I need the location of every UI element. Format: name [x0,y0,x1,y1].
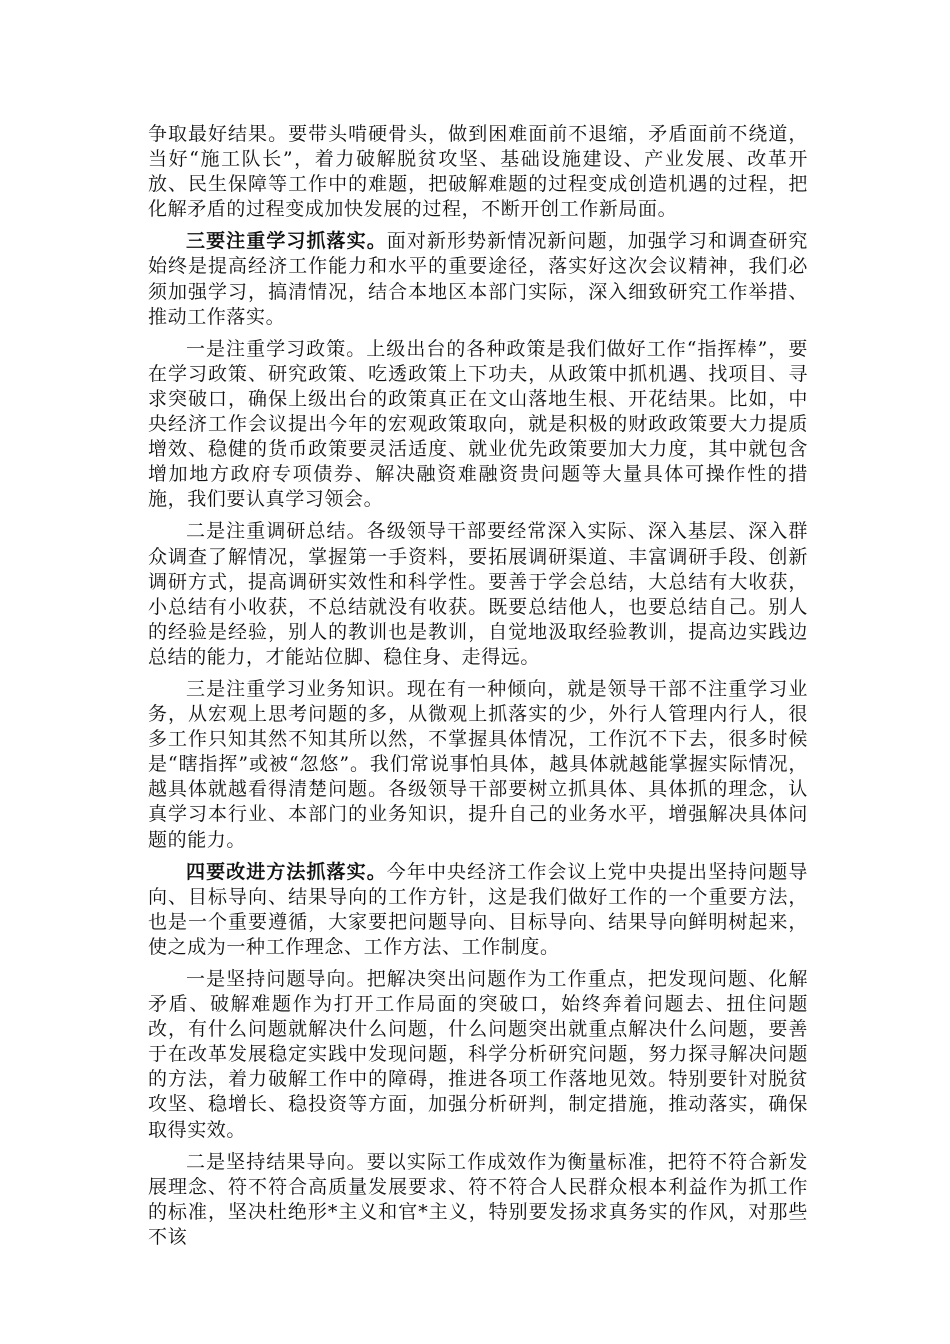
paragraph-text: 一是坚持问题导向。把解决突出问题作为工作重点，把发现问题、化解矛盾、破解难题作为打开工作局面的突破口，始终奔着问题去、扭住问题改，有什么问题就解决什么问题，什么问题突出就重点解决什么问题，要善于在改革发展稳定实践中发现问题，科学分析研究问题，努力探寻解决问题的方法，着力破解工作中的障碍，推进各项工作落地见效。特别要针对脱贫攻坚、稳增长、稳投资等方面，加强分析研判，制定措施，推动落实，确保取得实效。 [148,968,808,1141]
paragraph-text: 一是注重学习政策。上级出台的各种政策是我们做好工作“指挥棒”，要在学习政策、研究政策、吃透政策上下功夫，从政策中抓机遇、找项目、寻求突破口，确保上级出台的政策真正在文山落地生根、开花结果。比如，中央经济工作会议提出今年的宏观政策取向，就是积极的财政政策要大力提质增效、稳健的货币政策要灵活适度、就业优先政策要加大力度，其中就包含增加地方政府专项债券、解决融资难融资贵问题等大量具体可操作性的措施，我们要认真学习领会。 [148,337,808,511]
paragraph-study-policy [148,337,808,513]
paragraph-business-knowledge [148,677,808,853]
paragraph-section-three [148,229,808,329]
paragraph-text: 今年中央经济工作会议上党中央提出坚持问题导向、目标导向、结果导向的工作方针，这是我们做好工作的一个重要方法，也是一个重要遵循，大家要把问题导向、目标导向、结果导向鲜明树起来，使之成为一种工作理念、工作方法、工作制度。 [148,860,808,958]
paragraph-text: 三是注重学习业务知识。现在有一种倾向，就是领导干部不注重学习业务，从宏观上思考问题的多，从微观上抓落实的少，外行人管理内行人，很多工作只知其然不知其所以然，不掌握具体情况，工作沉不下去，很多时候是“瞎指挥”或被“忽悠”。我们常说事怕具体，越具体就越能掌握实际情况，越具体就越看得清楚问题。各级领导干部要树立抓具体、具体抓的理念，认真学习本行业、本部门的业务知识，提升自己的业务水平，增强解决具体问题的能力。 [148,677,808,851]
paragraph-text: 面对新形势新情况新问题，加强学习和调查研究始终是提高经济工作能力和水平的重要途径，落实好这次会议精神，我们必须加强学习，搞清情况，结合本地区本部门实际，深入细致研究工作举措、推动工作落实。 [148,230,808,328]
section-heading-four: 四要改进方法抓落实。 [186,860,387,883]
section-heading-three: 三要注重学习抓落实。 [186,230,387,253]
paragraph-section-four [148,860,808,960]
paragraph-text: 二是坚持结果导向。要以实际工作成效作为衡量标准，把符不符合新发展理念、符不符合高质量发展要求、符不符合人民群众根本利益作为抓工作的标准，坚决杜绝形*主义和官*主义，特别要发扬求真务实的作风，对那些不该 [148,1150,808,1248]
document-page [148,122,808,1257]
paragraph-research-summary [148,519,808,670]
paragraph-text: 争取最好结果。要带头啃硬骨头，做到困难面前不退缩，矛盾面前不绕道，当好“施工队长”，着力破解脱贫攻坚、基础设施建设、产业发展、改革开放、民生保障等工作中的难题，把破解难题的过程变成创造机遇的过程，把化解矛盾的过程变成加快发展的过程，不断开创工作新局面。 [148,123,808,221]
paragraph-text: 二是注重调研总结。各级领导干部要经常深入实际、深入基层、深入群众调查了解情况，掌握第一手资料，要拓展调研渠道、丰富调研手段、创新调研方式，提高调研实效性和科学性。要善于学会总结，大总结有大收获，小总结有小收获，不总结就没有收获。既要总结他人，也要总结自己。别人的经验是经验，别人的教训也是教训，自觉地汲取经验教训，提高边实践边总结的能力，才能站位脚、稳住身、走得远。 [148,520,808,668]
paragraph-result-oriented [148,1150,808,1250]
paragraph-continuation [148,122,808,222]
paragraph-problem-oriented [148,967,808,1143]
